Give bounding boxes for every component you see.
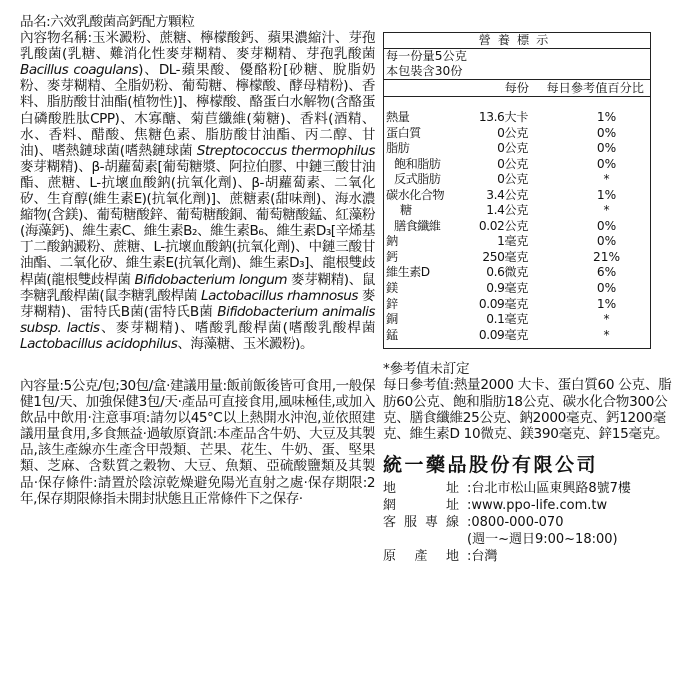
label-left-column (20, 14, 375, 507)
ingredient-segment: )、DL-蘋果酸、優酪粉[砂糖、脫脂奶粉、麥芽糊精、全脂奶粉、葡萄糖、檸檬酸、酵母精粉)、香料、脂肪酸甘油酯(植物性)]、檸檬酸、酪蛋白水解物(含酪蛋白磷酸胜肽CPP)、木寡醣、菊苣纖維(菊糖)、香料(酒精、水、香料、醋酸、焦糖色素、脂肪酸甘油酯、丙二醇、甘油)、嗜熱鏈球菌(嗜熱鏈球菌 (20, 62, 375, 159)
servings-per-pack: 本包裝含30份 (386, 64, 463, 78)
col-daily-value: 每日參考值百分比 (546, 81, 644, 95)
nutrient-daily-pct: * (603, 312, 610, 327)
nutrient-row (384, 312, 650, 328)
scientific-name: Bifidobacterium longum (134, 271, 288, 288)
nutrition-rows (384, 110, 650, 343)
nutrient-value: 0.6微克 (486, 265, 528, 280)
address-label: 地 址 (383, 481, 459, 497)
nutrition-notes (383, 361, 673, 442)
service-hours-row (383, 531, 683, 548)
nutrient-name: 脂肪 (386, 141, 410, 156)
nutrient-name: 膳食纖維 (394, 218, 441, 233)
nutrient-name: 鋅 (386, 296, 398, 311)
nutrient-daily-pct: * (603, 172, 610, 187)
origin-value: :台灣 (467, 549, 498, 565)
nutrient-daily-pct: 1% (596, 296, 617, 311)
nutrient-value: 250毫克 (482, 249, 528, 264)
nutrient-daily-pct: * (603, 203, 610, 218)
nutrient-value: 0.09毫克 (478, 296, 528, 311)
nutrient-name: 維生素D (386, 265, 430, 280)
nutrition-facts-table (383, 32, 651, 349)
nutrient-name: 碳水化合物 (386, 187, 444, 202)
nutrient-name: 熱量 (386, 110, 410, 124)
nutrient-row (384, 297, 650, 313)
nutrient-name: 銅 (386, 312, 398, 327)
service-row (383, 514, 683, 531)
service-hours: (週一~週日9:00~18:00) (467, 532, 618, 548)
company-name: 統一藥品股份有限公司 (383, 454, 599, 477)
nutrient-name: 飽和脂肪 (394, 156, 441, 171)
nutrient-name: 蛋白質 (386, 125, 421, 140)
nutrient-row (384, 250, 650, 266)
serving-size: 每一份量5公克 (386, 49, 467, 63)
nutrient-row (384, 141, 650, 157)
nutrient-daily-pct: * (603, 327, 610, 342)
nutrient-name: 鈣 (386, 249, 398, 264)
ingredient-segment: 、麥芽糊精)、嗜酸乳酸桿菌(嗜酸乳酸桿菌 (99, 319, 375, 336)
nutrient-daily-pct: 0% (596, 156, 617, 171)
nutrient-value: 3.4公克 (486, 187, 528, 202)
nutrient-name: 錳 (386, 327, 398, 342)
website-label: 網 址 (383, 498, 459, 514)
nutrient-name: 鎂 (386, 281, 398, 296)
address-row (383, 480, 683, 497)
col-per-serving: 每份 (504, 81, 529, 95)
ingredient-segment: 麥芽糊精)、鼠李糖乳酸桿菌(鼠李糖乳酸桿菌 (20, 271, 376, 304)
footnote: *參考值未訂定 (383, 361, 470, 378)
nutrient-value: 0公克 (497, 125, 528, 140)
scientific-name: Lactobacillus rhamnosus (201, 287, 358, 304)
nutrient-row (384, 188, 650, 204)
nutrient-value: 1毫克 (497, 234, 528, 249)
origin-row (383, 548, 683, 565)
company-info (383, 480, 683, 565)
scientific-name: Bifidobacterium animalis subsp. lactis (20, 303, 375, 336)
website-row (383, 497, 683, 514)
nutrient-value: 13.6大卡 (478, 110, 528, 124)
scientific-name: Bacillus coagulans (20, 62, 139, 79)
address-value: :台北市松山區東興路8號7樓 (467, 481, 631, 497)
nutrient-daily-pct: 1% (596, 110, 617, 124)
nutrient-value: 0公克 (497, 172, 528, 187)
nutrition-title: 營養標示 (384, 33, 650, 49)
nutrient-value: 0.1毫克 (486, 312, 528, 327)
nutrient-daily-pct: 0% (596, 141, 617, 156)
nutrient-value: 0.09毫克 (478, 327, 528, 342)
ingredient-segment: 、海藻糖、玉米澱粉)。 (177, 335, 314, 352)
origin-label: 原 產 地 (383, 549, 459, 565)
label-right-column (383, 32, 683, 565)
nutrient-name: 糖 (400, 203, 412, 218)
nutrient-row (384, 203, 650, 219)
nutrient-row (384, 328, 650, 344)
nutrient-name: 反式脂肪 (394, 172, 441, 187)
nutrient-value: 0公克 (497, 156, 528, 171)
nutrient-daily-pct: 0% (596, 234, 617, 249)
nutrient-daily-pct: 0% (596, 281, 617, 296)
nutrient-row (384, 281, 650, 297)
service-value: :0800-000-070 (467, 515, 564, 531)
website-value: :www.ppo-life.com.tw (467, 498, 608, 514)
daily-reference: 每日參考值:熱量2000 大卡、蛋白質60 公克、脂肪60公克、飽和脂肪18公克、碳水化合物300公克、膳食纖維25公克、鈉2000毫克、鈣1200毫克、維生素D 10微克、鎂390毫克、鋅15毫克。 (383, 377, 672, 443)
nutrient-value: 0.02公克 (478, 218, 528, 233)
nutrient-name: 鈉 (386, 234, 398, 249)
nutrient-value: 0公克 (497, 141, 528, 156)
nutrient-daily-pct: 0% (596, 125, 617, 140)
nutrient-daily-pct: 6% (596, 265, 617, 280)
nutrient-row (384, 126, 650, 142)
nutrient-row (384, 110, 650, 126)
nutrient-daily-pct: 0% (596, 218, 617, 233)
ingredient-segment: 內容物名稱:玉米澱粉、蔗糖、檸檬酸鈣、蘋果濃縮汁、芽孢乳酸菌(乳糖、難消化性麥芽糊精、麥芽糊精、芽孢乳酸菌 (20, 30, 375, 63)
nutrient-daily-pct: 21% (592, 249, 621, 264)
nutrient-row (384, 219, 650, 235)
nutrient-row (384, 234, 650, 250)
nutrient-row (384, 172, 650, 188)
ingredients-text (20, 30, 375, 352)
product-name: 品名:六效乳酸菌高鈣配方顆粒 (20, 14, 195, 30)
nutrient-row (384, 157, 650, 173)
nutrient-value: 0.9毫克 (486, 281, 528, 296)
scientific-name: Streptococcus thermophilus (196, 142, 375, 159)
usage-text: 內容量:5公克/包;30包/盒‧建議用量:飯前飯後皆可食用,一般保健1包/天、加強保健3包/天‧產品可直接食用,風味極佳,或加入飲品中飲用‧注意事項:請勿以45°C以上熱開水沖泡,並依照建議用量食用,多食無益‧過敏原資訊:本產品含牛奶、大豆及其製品,該生產線亦生產含甲殼類、芒果、花生、牛奶、蛋、堅果類、芝麻、含麩質之穀物、大豆、魚類、亞硫酸鹽類及其製品‧保存條件:請置於陰涼乾燥避免陽光直射之處‧保存期限:2年,保存期限條指未開封狀態且正常條件下之保存‧ (20, 377, 375, 507)
ingredient-segment: 麥芽糊精)、雷特氏B菌(雷特氏B菌 (20, 287, 376, 320)
scientific-name: Lactobacillus acidophilus (20, 335, 178, 352)
nutrient-value: 1.4公克 (486, 203, 528, 218)
nutrient-daily-pct: 1% (596, 187, 617, 202)
nutrient-row (384, 265, 650, 281)
nutrition-header-row (384, 79, 650, 97)
ingredient-segment: 麥芽糊精)、β-胡蘿蔔素[葡萄糖漿、阿拉伯膠、中鏈三酸甘油酯、蔗糖、L-抗壞血酸鈉(抗氧化劑)、β-胡蘿蔔素、二氧化矽、生育醇(維生素E)(抗氧化劑)]、蔗糖素(甜味劑)、海水濃縮物(含鎂)、葡萄糖酸鋅、葡萄糖酸銅、葡萄糖酸錳、紅藻粉(海藻鈣)、維生素C、維生素B₂、維生素B₆、維生素D₃[辛烯基丁二酸鈉澱粉、蔗糖、L-抗壞血酸鈉(抗氧化劑)、中鏈三酸甘油酯、二氧化矽、維生素E(抗氧化劑)、維生素D₃]、龍根雙歧桿菌(龍根雙歧桿菌 (20, 158, 375, 288)
service-label: 客 服 專 線 (383, 515, 459, 531)
